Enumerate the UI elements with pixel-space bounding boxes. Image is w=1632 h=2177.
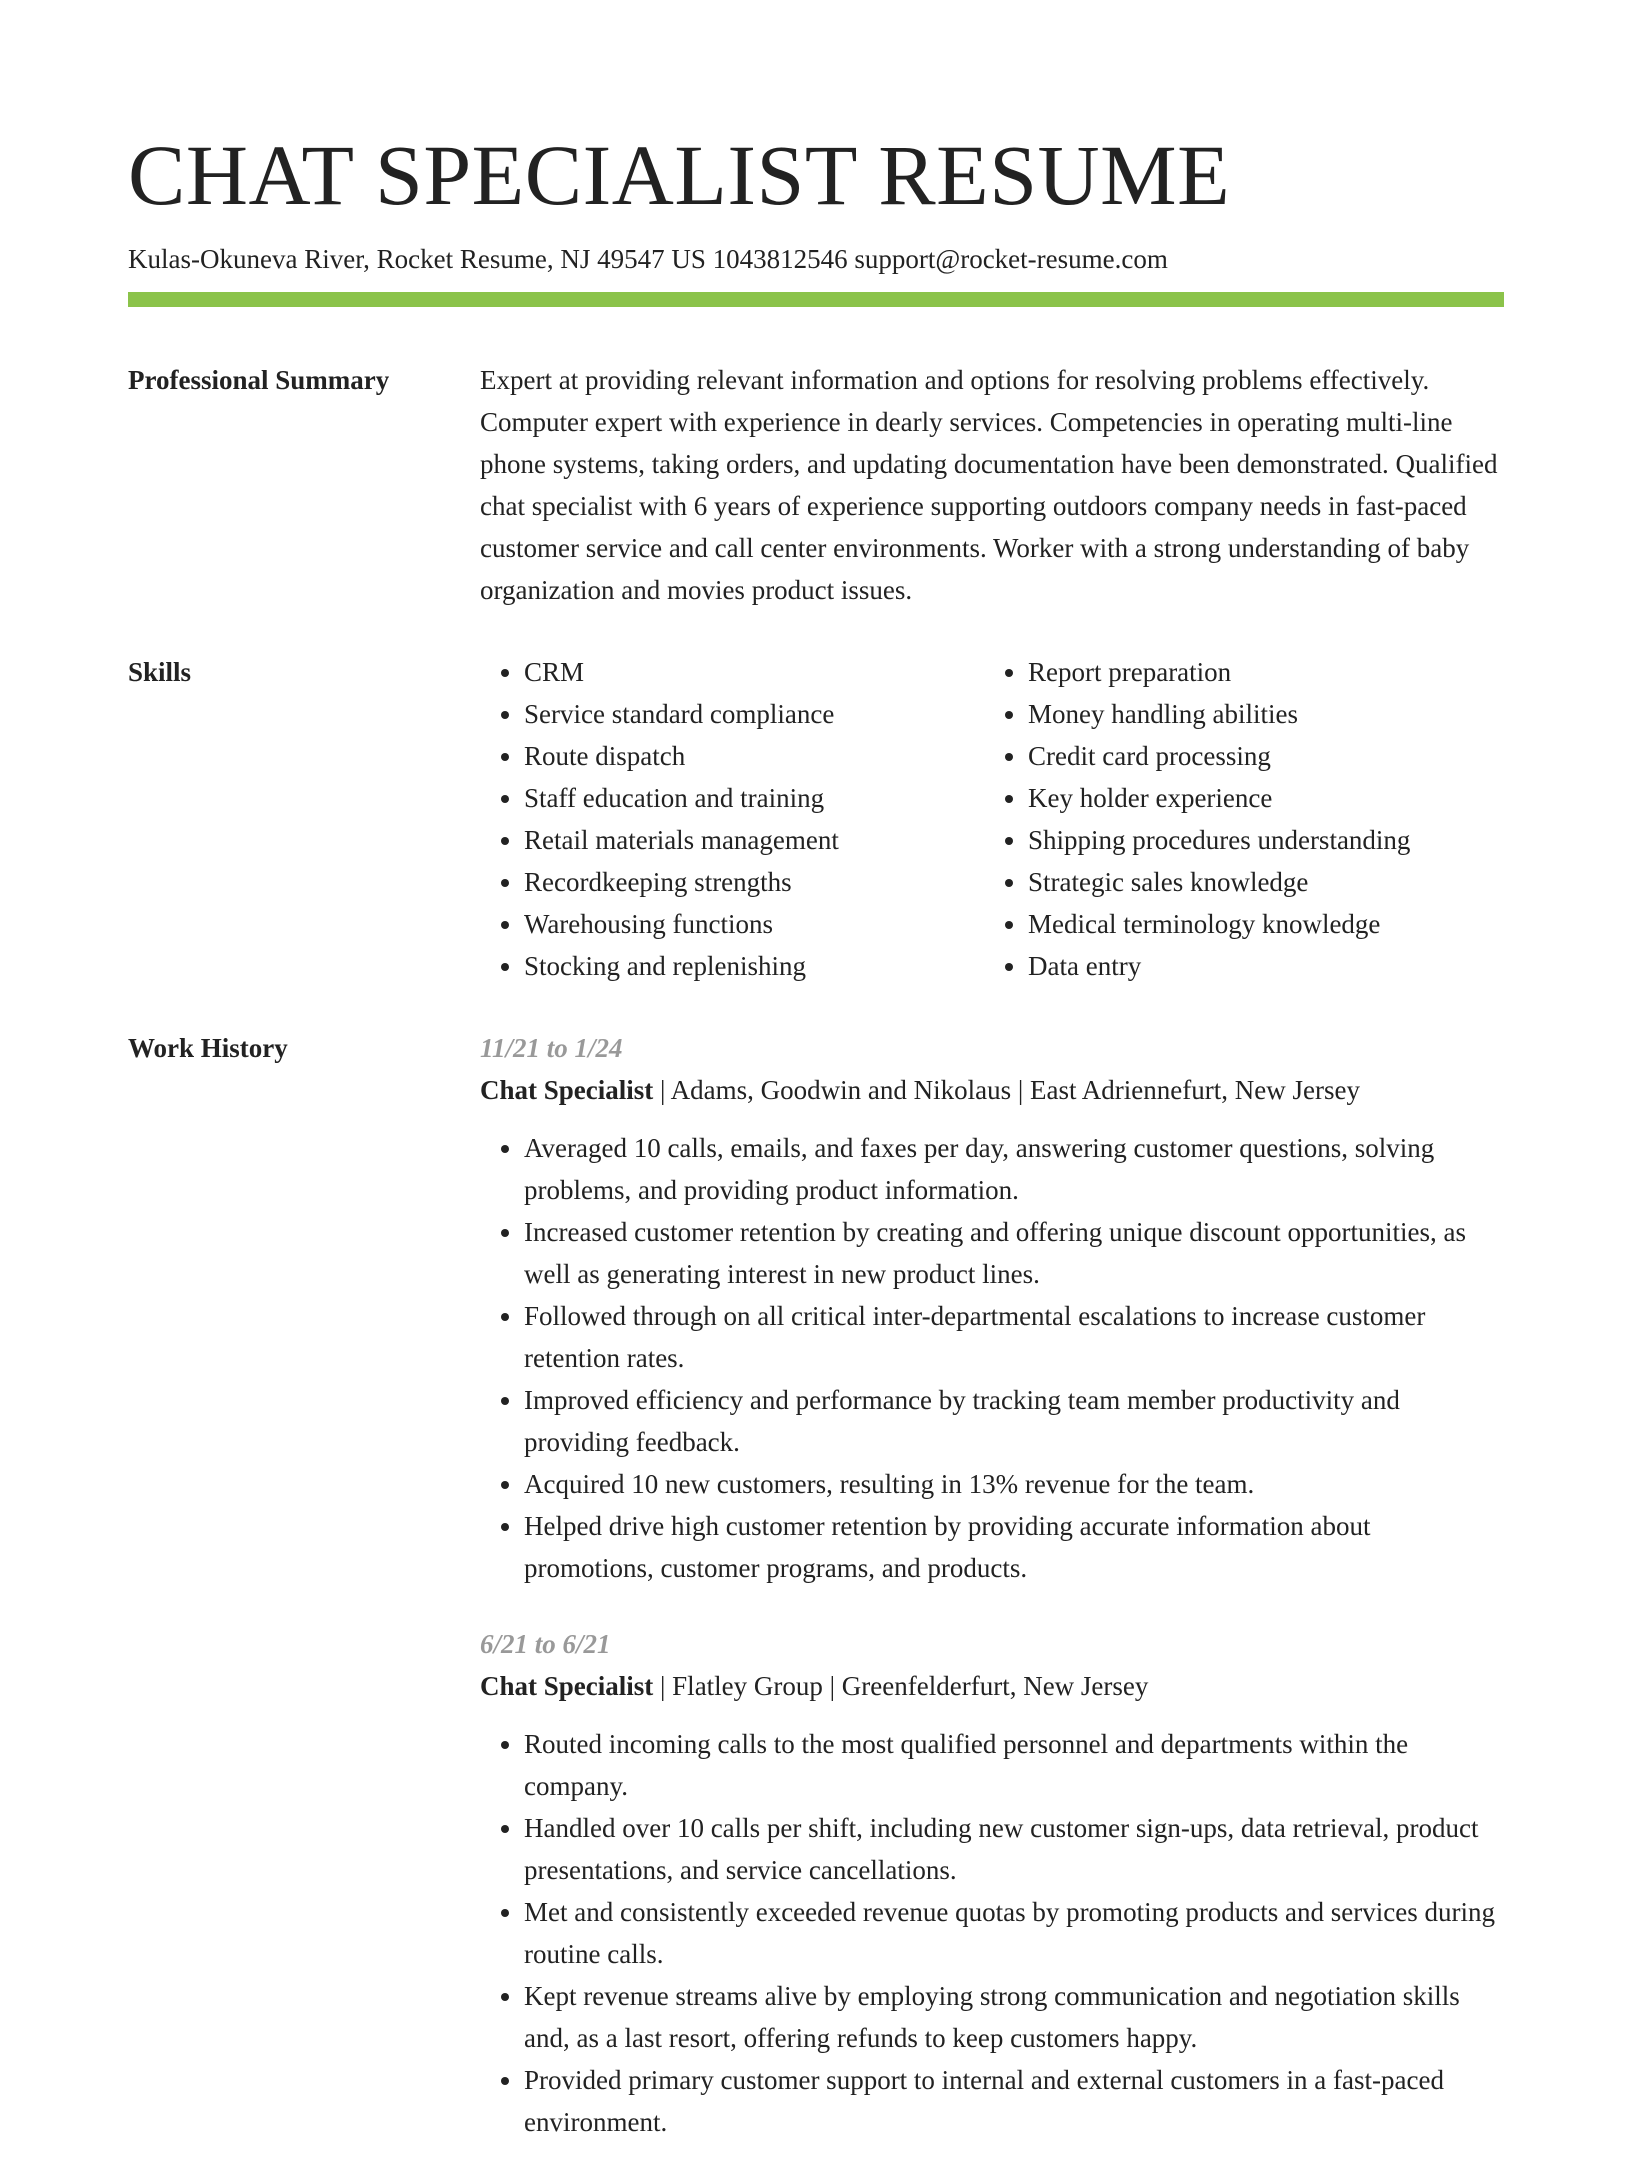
skill-item: • Money handling abilities <box>1028 693 1504 735</box>
job-title: Chat Specialist <box>480 1671 654 1702</box>
job-bullet: • Averaged 10 calls, emails, and faxes per day, answering customer questions, solving problems, and providing product information. <box>524 1127 1504 1211</box>
skill-item: • Recordkeeping strengths <box>524 861 984 903</box>
job-title: Chat Specialist <box>480 1075 654 1106</box>
job-bullet: • Increased customer retention by creating and offering unique discount opportunities, as well as generating interest in new product lines. <box>524 1211 1504 1295</box>
skills-section <box>128 651 1504 987</box>
skill-item: • Report preparation <box>1028 651 1504 693</box>
job-header <box>480 1069 1504 1111</box>
skill-item: • Route dispatch <box>524 735 984 777</box>
skill-item: • Service standard compliance <box>524 693 984 735</box>
job-bullet: • Routed incoming calls to the most qualified personnel and departments within the company. <box>524 1723 1504 1807</box>
summary-section <box>128 359 1504 611</box>
skill-item: • Staff education and training <box>524 777 984 819</box>
job-bullet: • Acquired 10 new customers, resulting in 13% revenue for the team. <box>524 1463 1504 1505</box>
job-entry <box>480 1623 1504 2143</box>
page-title: CHAT SPECIALIST RESUME <box>128 127 1231 223</box>
skill-item: • Retail materials management <box>524 819 984 861</box>
summary-text: Expert at providing relevant information and options for resolving problems effectively. Computer expert with experience in dearly services. Competencies in operating multi-line phone systems, taking orders, and updating documentation have been demonstrated. Qualified chat specialist with 6 years of experience supporting outdoors company needs in fast-paced customer service and call center environments. Worker with a strong understanding of baby organization and movies product issues. <box>480 365 1498 606</box>
skill-item: • CRM <box>524 651 984 693</box>
skill-item: • Credit card processing <box>1028 735 1504 777</box>
summary-body <box>480 359 1504 611</box>
job-bullet: • Improved efficiency and performance by tracking team member productivity and providing feedback. <box>524 1379 1504 1463</box>
work-history-section <box>128 1027 1504 2177</box>
skill-item: • Key holder experience <box>1028 777 1504 819</box>
job-details: | Flatley Group | Greenfelderfurt, New Jersey <box>653 1671 1149 1702</box>
job-dates: 6/21 to 6/21 <box>480 1629 611 1660</box>
job-bullet: • Met and consistently exceeded revenue quotas by promoting products and services during routine calls. <box>524 1891 1504 1975</box>
job-bullet: • Kept revenue streams alive by employing strong communication and negotiation skills and, as a last resort, offering refunds to keep customers happy. <box>524 1975 1504 2059</box>
job-dates: 11/21 to 1/24 <box>480 1033 623 1064</box>
job-bullet: • Provided primary customer support to internal and external customers in a fast-paced environment. <box>524 2059 1504 2143</box>
skill-item: • Stocking and replenishing <box>524 945 984 987</box>
work-history-label: Work History <box>128 1033 288 1064</box>
summary-label: Professional Summary <box>128 365 390 396</box>
job-details: | Adams, Goodwin and Nikolaus | East Adriennefurt, New Jersey <box>653 1075 1360 1106</box>
job-bullets <box>480 1127 1504 1589</box>
skill-item: • Strategic sales knowledge <box>1028 861 1504 903</box>
header-divider <box>128 292 1504 307</box>
job-header <box>480 1665 1504 1707</box>
job-bullet: • Helped drive high customer retention by providing accurate information about promotions, customer programs, and products. <box>524 1505 1504 1589</box>
job-entry <box>480 1027 1504 1589</box>
skill-item: • Shipping procedures understanding <box>1028 819 1504 861</box>
skill-item: • Warehousing functions <box>524 903 984 945</box>
contact-info: Kulas-Okuneva River, Rocket Resume, NJ 49547 US 1043812546 support@rocket-resume.com <box>128 244 1168 274</box>
skills-label: Skills <box>128 657 192 688</box>
skills-body <box>480 651 1504 987</box>
skills-list-right <box>984 651 1504 987</box>
job-bullets <box>480 1723 1504 2143</box>
skills-list-left <box>480 651 984 987</box>
work-history-body <box>480 1027 1504 2177</box>
job-bullet: • Followed through on all critical inter-departmental escalations to increase customer retention rates. <box>524 1295 1504 1379</box>
skill-item: • Data entry <box>1028 945 1504 987</box>
skill-item: • Medical terminology knowledge <box>1028 903 1504 945</box>
job-bullet: • Handled over 10 calls per shift, including new customer sign-ups, data retrieval, product presentations, and service cancellations. <box>524 1807 1504 1891</box>
